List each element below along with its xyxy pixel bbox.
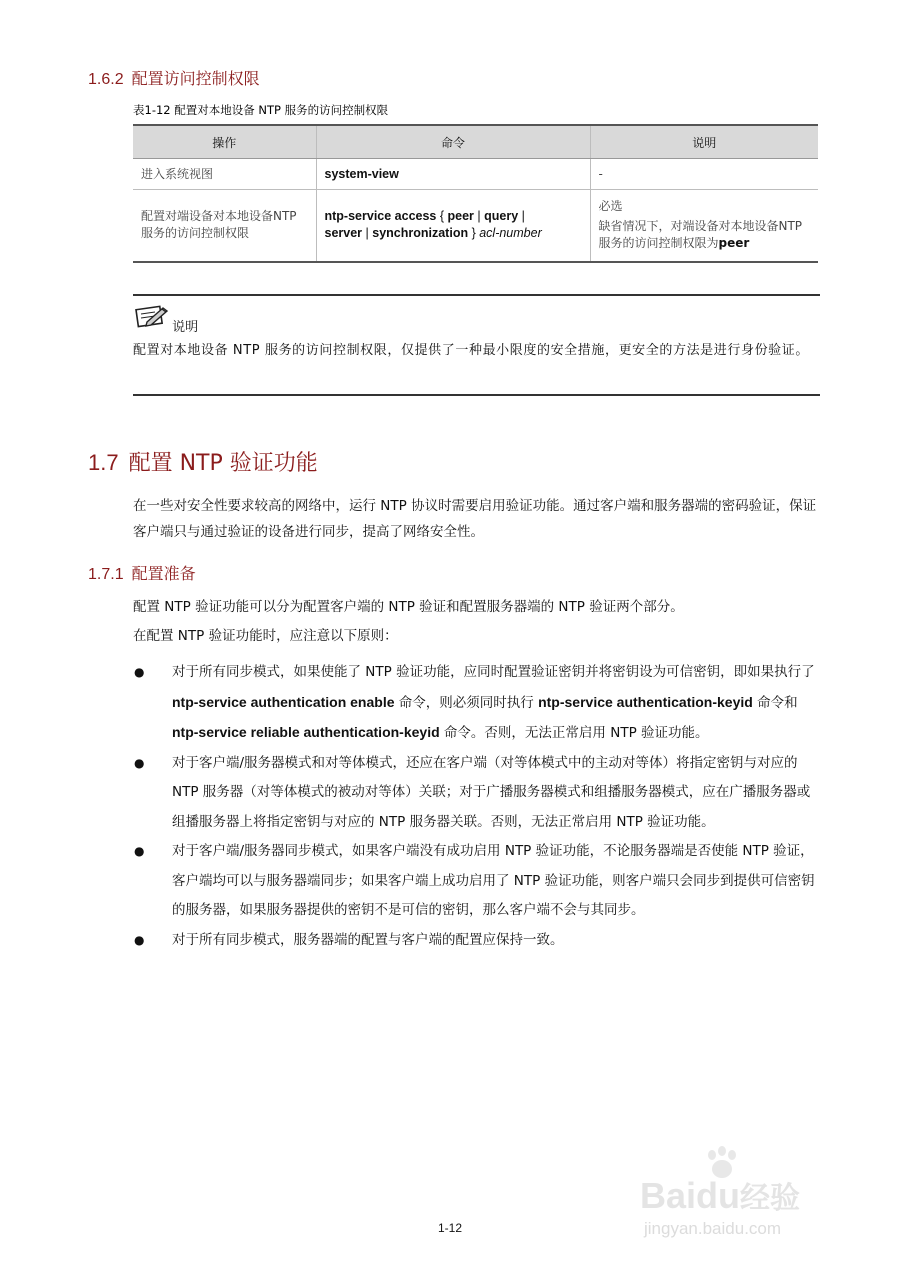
bullet-text: 对于所有同步模式，服务器端的配置与客户端的配置应保持一致。	[172, 931, 564, 948]
bullet-dot-icon: ●	[134, 665, 145, 679]
header-description: 说明	[590, 125, 818, 159]
row1-operation: 进入系统视图	[133, 159, 316, 190]
page-number: 1-12	[438, 1221, 463, 1235]
row1-description: -	[590, 159, 818, 190]
bullet-text: 对于所有同步模式，如果使能了 NTP 验证功能，应同时配置验证密钥并将密钥设为可信密钥，即如果执行了	[172, 664, 815, 680]
note-text: 配置对本地设备 NTP 服务的访问控制权限，仅提供了一种最小限度的安全措施，更安全的方法是进行身份验证。	[133, 343, 809, 358]
cmd-option-peer: peer	[447, 209, 474, 224]
note-title: 说明	[172, 319, 199, 335]
desc-required: 必选	[598, 199, 623, 214]
cmd-option-query: query	[484, 209, 519, 224]
paragraph: 在配置 NTP 验证功能时，应注意以下原则：	[133, 628, 398, 644]
desc-default: 缺省情况下，对端设备对本地设备NTP 服务的访问控制权限为	[598, 219, 803, 251]
row1-command: system-view	[316, 159, 590, 190]
cmd-separator: |	[473, 209, 485, 224]
bullet-text: 对于客户端/服务器同步模式，如果客户端没有成功启用 NTP 验证功能，不论服务器端是否使能 NTP 验证，客户端均可以与服务器端同步；如果客户端上成功启用了 NTP 验证功能，则客户端只会同步到提供可信密钥的服务器，如果服务器提供的密钥不是可信的密钥，那么客户端不会与其同步。	[172, 843, 815, 918]
watermark-brand	[640, 1173, 800, 1217]
command-text: ntp-service authentication enable	[172, 693, 395, 710]
section-title: 配置准备	[131, 564, 196, 583]
table-header-row	[133, 125, 818, 159]
bullet-dot-icon: ●	[134, 844, 145, 858]
watermark-cn-text: 经验	[740, 1182, 801, 1215]
intro-paragraph: 在一些对安全性要求较高的网络中，运行 NTP 协议时需要启用验证功能。通过客户端和服务器端的密码验证，保证客户端只与通过验证的设备进行同步，提高了网络安全性。	[133, 498, 817, 540]
header-command: 命令	[316, 125, 590, 159]
section-heading-1-6-2	[88, 66, 260, 89]
watermark-brand-text: Baidu	[640, 1175, 741, 1216]
table-row	[133, 190, 818, 262]
list-item	[134, 837, 819, 926]
bullet-dot-icon: ●	[134, 755, 145, 770]
bullet-text: 命令，则必须同时执行	[394, 694, 539, 711]
principles-list	[134, 658, 819, 955]
note-pencil-icon	[133, 304, 169, 334]
cmd-option-synchronization: synchronization	[372, 226, 469, 241]
bullet-dot-icon: ●	[134, 932, 145, 947]
cmd-brace-open: {	[436, 209, 448, 224]
cmd-separator: |	[362, 226, 373, 241]
desc-default-value: peer	[718, 236, 750, 251]
bullet-text: 对于客户端/服务器模式和对等体模式，还应在客户端（对等体模式中的主动对等体）将指定密钥与对应的 NTP 服务器（对等体模式的被动对等体）关联；对于广播服务器模式和组播服务器模式，应在广播服务器或组播服务器上将指定密钥与对应的 NTP 服务器关联。否则，无法正常启用 NTP 验证功能。	[172, 754, 811, 830]
paragraph: 配置 NTP 验证功能可以分为配置客户端的 NTP 验证和配置服务器端的 NTP 验证两个部分。	[133, 599, 684, 615]
bullet-text: 命令。否则，无法正常启用 NTP 验证功能。	[439, 725, 709, 741]
list-item	[134, 749, 819, 838]
section-title: 配置 NTP 验证功能	[128, 451, 318, 476]
watermark-url: jingyan.baidu.com	[644, 1219, 782, 1238]
section-heading-1-7-1	[88, 561, 196, 584]
cmd-brace-close: }	[468, 226, 480, 241]
row2-command	[316, 190, 590, 262]
section-title: 配置访问控制权限	[131, 69, 260, 88]
header-operation: 操作	[133, 125, 316, 159]
section-number: 1.7.1	[88, 566, 124, 583]
table-row	[133, 159, 818, 190]
table-caption: 表1-12 配置对本地设备 NTP 服务的访问控制权限	[133, 103, 389, 117]
cmd-separator: |	[518, 209, 525, 224]
baidu-watermark	[640, 1145, 860, 1245]
cmd-option-server: server	[324, 226, 363, 241]
cmd-argument: acl-number	[479, 226, 542, 241]
command-text: ntp-service reliable authentication-keyid	[172, 724, 440, 740]
note-header	[133, 304, 200, 334]
note-box	[133, 294, 820, 396]
list-item	[134, 926, 819, 956]
section-number: 1.6.2	[88, 71, 124, 88]
cmd-keyword: ntp-service access	[324, 209, 437, 224]
command-text: ntp-service authentication-keyid	[538, 693, 753, 710]
command-table	[133, 124, 818, 263]
section-heading-1-7	[88, 446, 318, 477]
bullet-text: 命令和	[752, 694, 798, 711]
list-item	[134, 658, 819, 749]
section-number: 1.7	[88, 450, 119, 475]
row2-operation: 配置对端设备对本地设备NTP 服务的访问控制权限	[133, 190, 316, 262]
row2-description	[590, 190, 818, 262]
